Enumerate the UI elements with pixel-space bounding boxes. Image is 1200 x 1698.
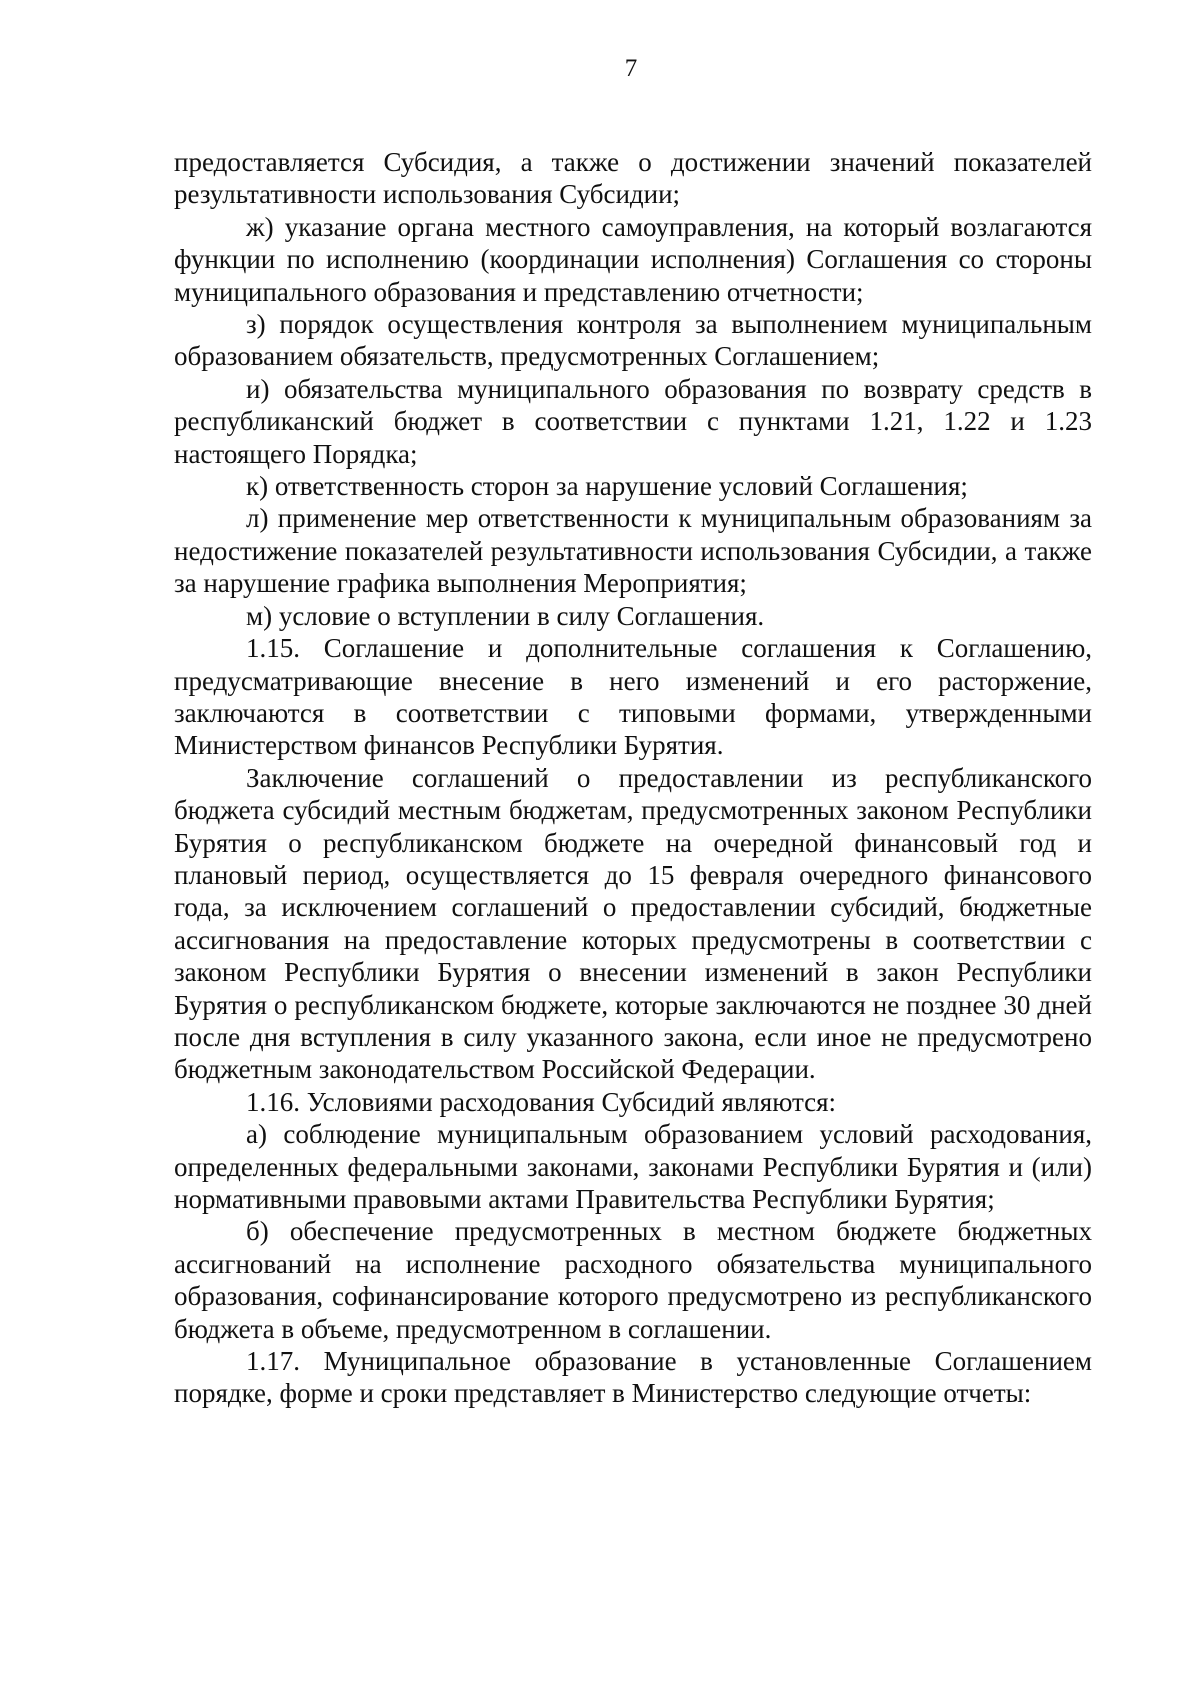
paragraph-item-zh: ж) указание органа местного самоуправления, на который возлагаются функции по исполнению (координации исполнения) Соглашения со стороны муниципального образования и представлению отчетности; bbox=[174, 211, 1092, 307]
paragraph-section-1-16: 1.16. Условиями расходования Субсидий являются: bbox=[246, 1086, 837, 1117]
paragraph-item-m: м) условие о вступлении в силу Соглашения. bbox=[246, 600, 765, 631]
paragraph-item-b: б) обеспечение предусмотренных в местном бюджете бюджетных ассигнований на исполнение расходного обязательства муниципального образования, софинансирование которого предусмотрено из республиканского бюджета в объеме, предусмотренном в соглашении. bbox=[174, 1216, 1092, 1344]
paragraph-item-a: а) соблюдение муниципальным образованием условий расходования, определенных федеральными законами, законами Республики Бурятия и (или) нормативными правовыми актами Правительства Республики Бурятия; bbox=[174, 1119, 1092, 1214]
paragraph-section-1-15: 1.15. Соглашение и дополнительные соглашения к Соглашению, предусматривающие внесение в него изменений и его расторжение, заключаются в соответствии с типовыми формами, утвержденными Министерством финансов Республики Бурятия. bbox=[174, 633, 1092, 761]
paragraph-item-k: к) ответственность сторон за нарушение условий Соглашения; bbox=[246, 471, 968, 502]
paragraph-item-l: л) применение мер ответственности к муниципальным образованиям за недостижение показателей результативности использования Субсидии, а также за нарушение графика выполнения Мероприятия; bbox=[174, 503, 1092, 599]
paragraph-continuation: предоставляется Субсидия, а также о достижении значений показателей результативности использования Субсидии; bbox=[174, 147, 1092, 210]
paragraph-item-i: и) обязательства муниципального образования по возврату средств в республиканский бюджет в соответствии с пунктами 1.21, 1.22 и 1.23 настоящего Порядка; bbox=[174, 373, 1092, 469]
paragraph-section-1-17: 1.17. Муниципальное образование в установленные Соглашением порядке, форме и сроки представляет в Министерство следующие отчеты: bbox=[174, 1346, 1092, 1409]
paragraph-agreements-conclusion: Заключение соглашений о предоставлении из республиканского бюджета субсидий местным бюджетам, предусмотренных законом Республики Бурятия о республиканском бюджете на очередной финансовый год и плановый период, осуществляется до 15 февраля очередного финансового года, за исключением соглашений о предоставлении субсидий, бюджетные ассигнования на предоставление которых предусмотрены в соответствии с законом Республики Бурятия о внесении изменений в закон Республики Бурятия о республиканском бюджете, которые заключаются не позднее 30 дней после дня вступления в силу указанного закона, если иное не предусмотрено бюджетным законодательством Российской Федерации. bbox=[174, 762, 1092, 1085]
document-body bbox=[174, 146, 1092, 1410]
page-number: 7 bbox=[624, 55, 638, 82]
paragraph-item-z: з) порядок осуществления контроля за выполнением муниципальным образованием обязательств, предусмотренных Соглашением; bbox=[174, 309, 1092, 372]
